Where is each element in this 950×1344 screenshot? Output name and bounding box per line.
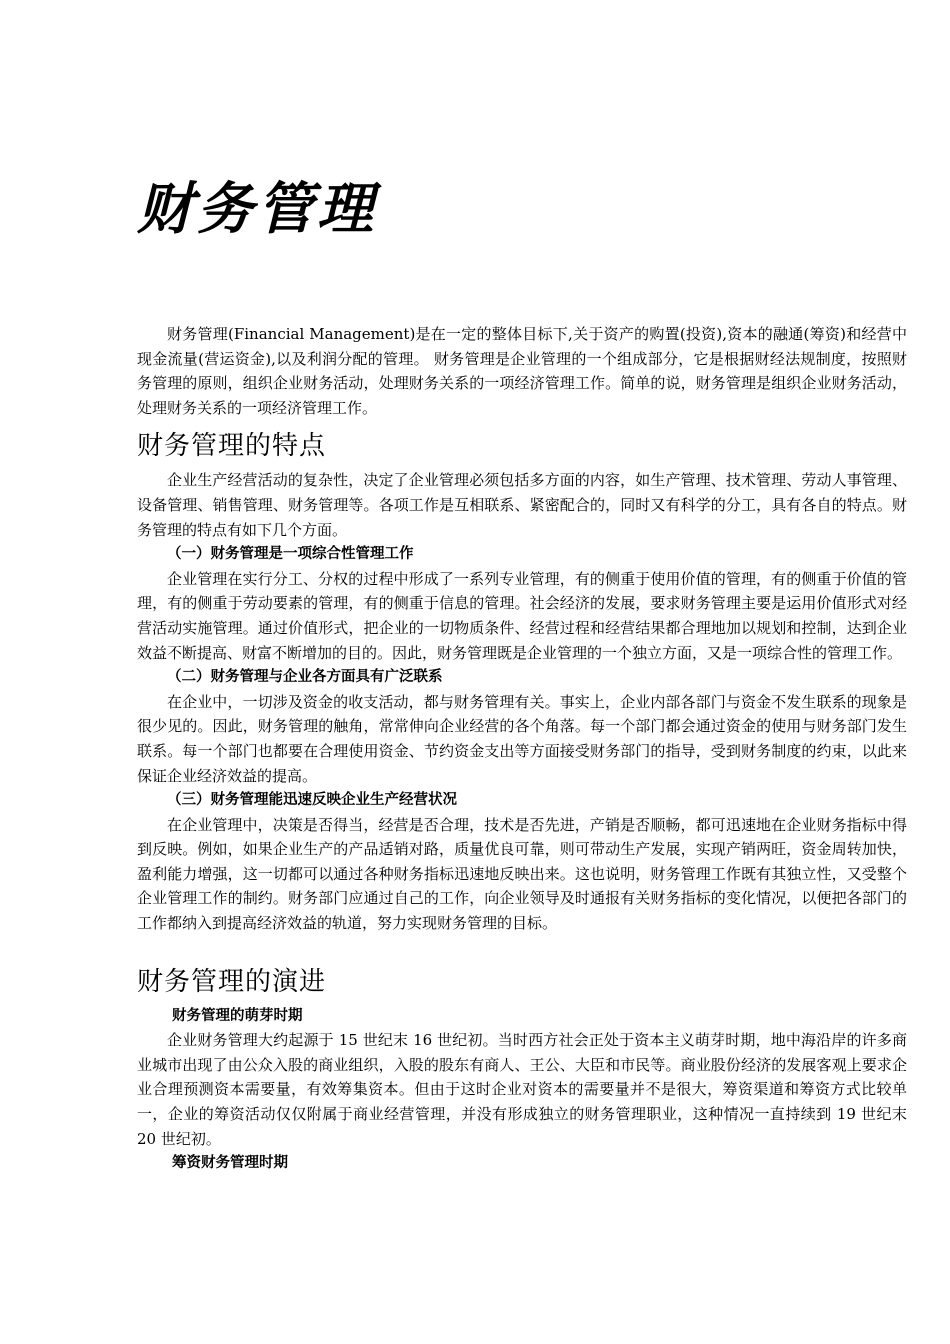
feature-heading-2: （二）财务管理与企业各方面具有广泛联系 xyxy=(167,669,443,686)
feature-heading-3: （三）财务管理能迅速反映企业生产经营状况 xyxy=(167,792,457,809)
features-intro-paragraph: 企业生产经营活动的复杂性，决定了企业管理必须包括多方面的内容，如生产管理、技术管理、劳动人事管理、设备管理、销售管理、财务管理等。各项工作是互相联系、紧密配合的，同时又有科学的分工，具有各自的特点。财务管理的特点有如下几个方面。 xyxy=(137,471,907,539)
feature-heading-1: （一）财务管理是一项综合性管理工作 xyxy=(167,546,414,563)
section-heading-evolution: 财务管理的演进 xyxy=(137,966,327,997)
document-body xyxy=(137,322,907,1176)
feature-paragraph-3: 在企业管理中，决策是否得当，经营是否合理，技术是否先进，产销是否顺畅，都可迅速地在企业财务指标中得到反映。例如，如果企业生产的产品适销对路，质量优良可靠，则可带动生产发展，实现产销两旺，资金周转加快，盈利能力增强，这一切都可以通过各种财务指标迅速地反映出来。这也说明，财务管理工作既有其独立性，又受整个企业管理工作的制约。财务部门应通过自己的工作，向企业领导及时通报有关财务指标的变化情况，以便把各部门的工作都纳入到提高经济效益的轨道，努力实现财务管理的目标。 xyxy=(137,815,907,933)
document-title: 财务管理 xyxy=(137,177,377,242)
feature-paragraph-1: 企业管理在实行分工、分权的过程中形成了一系列专业管理，有的侧重于使用价值的管理，有的侧重于价值的管理，有的侧重于劳动要素的管理，有的侧重于信息的管理。社会经济的发展，要求财务管理主要是运用价值形式对经营活动实施管理。通过价值形式，把企业的一切物质条件、经营过程和经营结果都合理地加以规划和控制，达到企业效益不断提高、财富不断增加的目的。因此，财务管理既是企业管理的一个独立方面，又是一项综合性的管理工作。 xyxy=(137,569,907,662)
intro-paragraph: 财务管理(Financial Management)是在一定的整体目标下,关于资产的购置(投资),资本的融通(筹资)和经营中现金流量(营运资金),以及利润分配的管理。 财务管理是企业管理的一个组成部分，它是根据财经法规制度，按照财务管理的原则，组织企业财务活动，处理财务关系的一项经济管理工作。简单的说，财务管理是组织企业财务活动，处理财务关系的一项经济管理工作。 xyxy=(137,325,907,417)
feature-paragraph-2: 在企业中，一切涉及资金的收支活动，都与财务管理有关。事实上，企业内部各部门与资金不发生联系的现象是很少见的。因此，财务管理的触角，常常伸向企业经营的各个角落。每一个部门都会通过资金的使用与财务部门发生联系。每一个部门也都要在合理使用资金、节约资金支出等方面接受财务部门的指导，受到财务制度的约束，以此来保证企业经济效益的提高。 xyxy=(137,692,907,785)
era-heading-2: 筹资财务管理时期 xyxy=(172,1155,288,1172)
era-paragraph-1: 企业财务管理大约起源于 15 世纪末 16 世纪初。当时西方社会正处于资本主义萌芽时期，地中海沿岸的许多商业城市出现了由公众入股的商业组织，入股的股东有商人、王公、大臣和市民等。商业股份经济的发展客观上要求企业合理预测资本需要量，有效筹集资本。但由于这时企业对资本的需要量并不是很大，筹资渠道和筹资方式比较单一，企业的筹资活动仅仅附属于商业经营管理，并没有形成独立的财务管理职业，这种情况一直持续到 19 世纪末 20 世纪初。 xyxy=(137,1031,907,1148)
era-heading-1: 财务管理的萌芽时期 xyxy=(172,1007,303,1024)
section-heading-features: 财务管理的特点 xyxy=(137,431,327,462)
